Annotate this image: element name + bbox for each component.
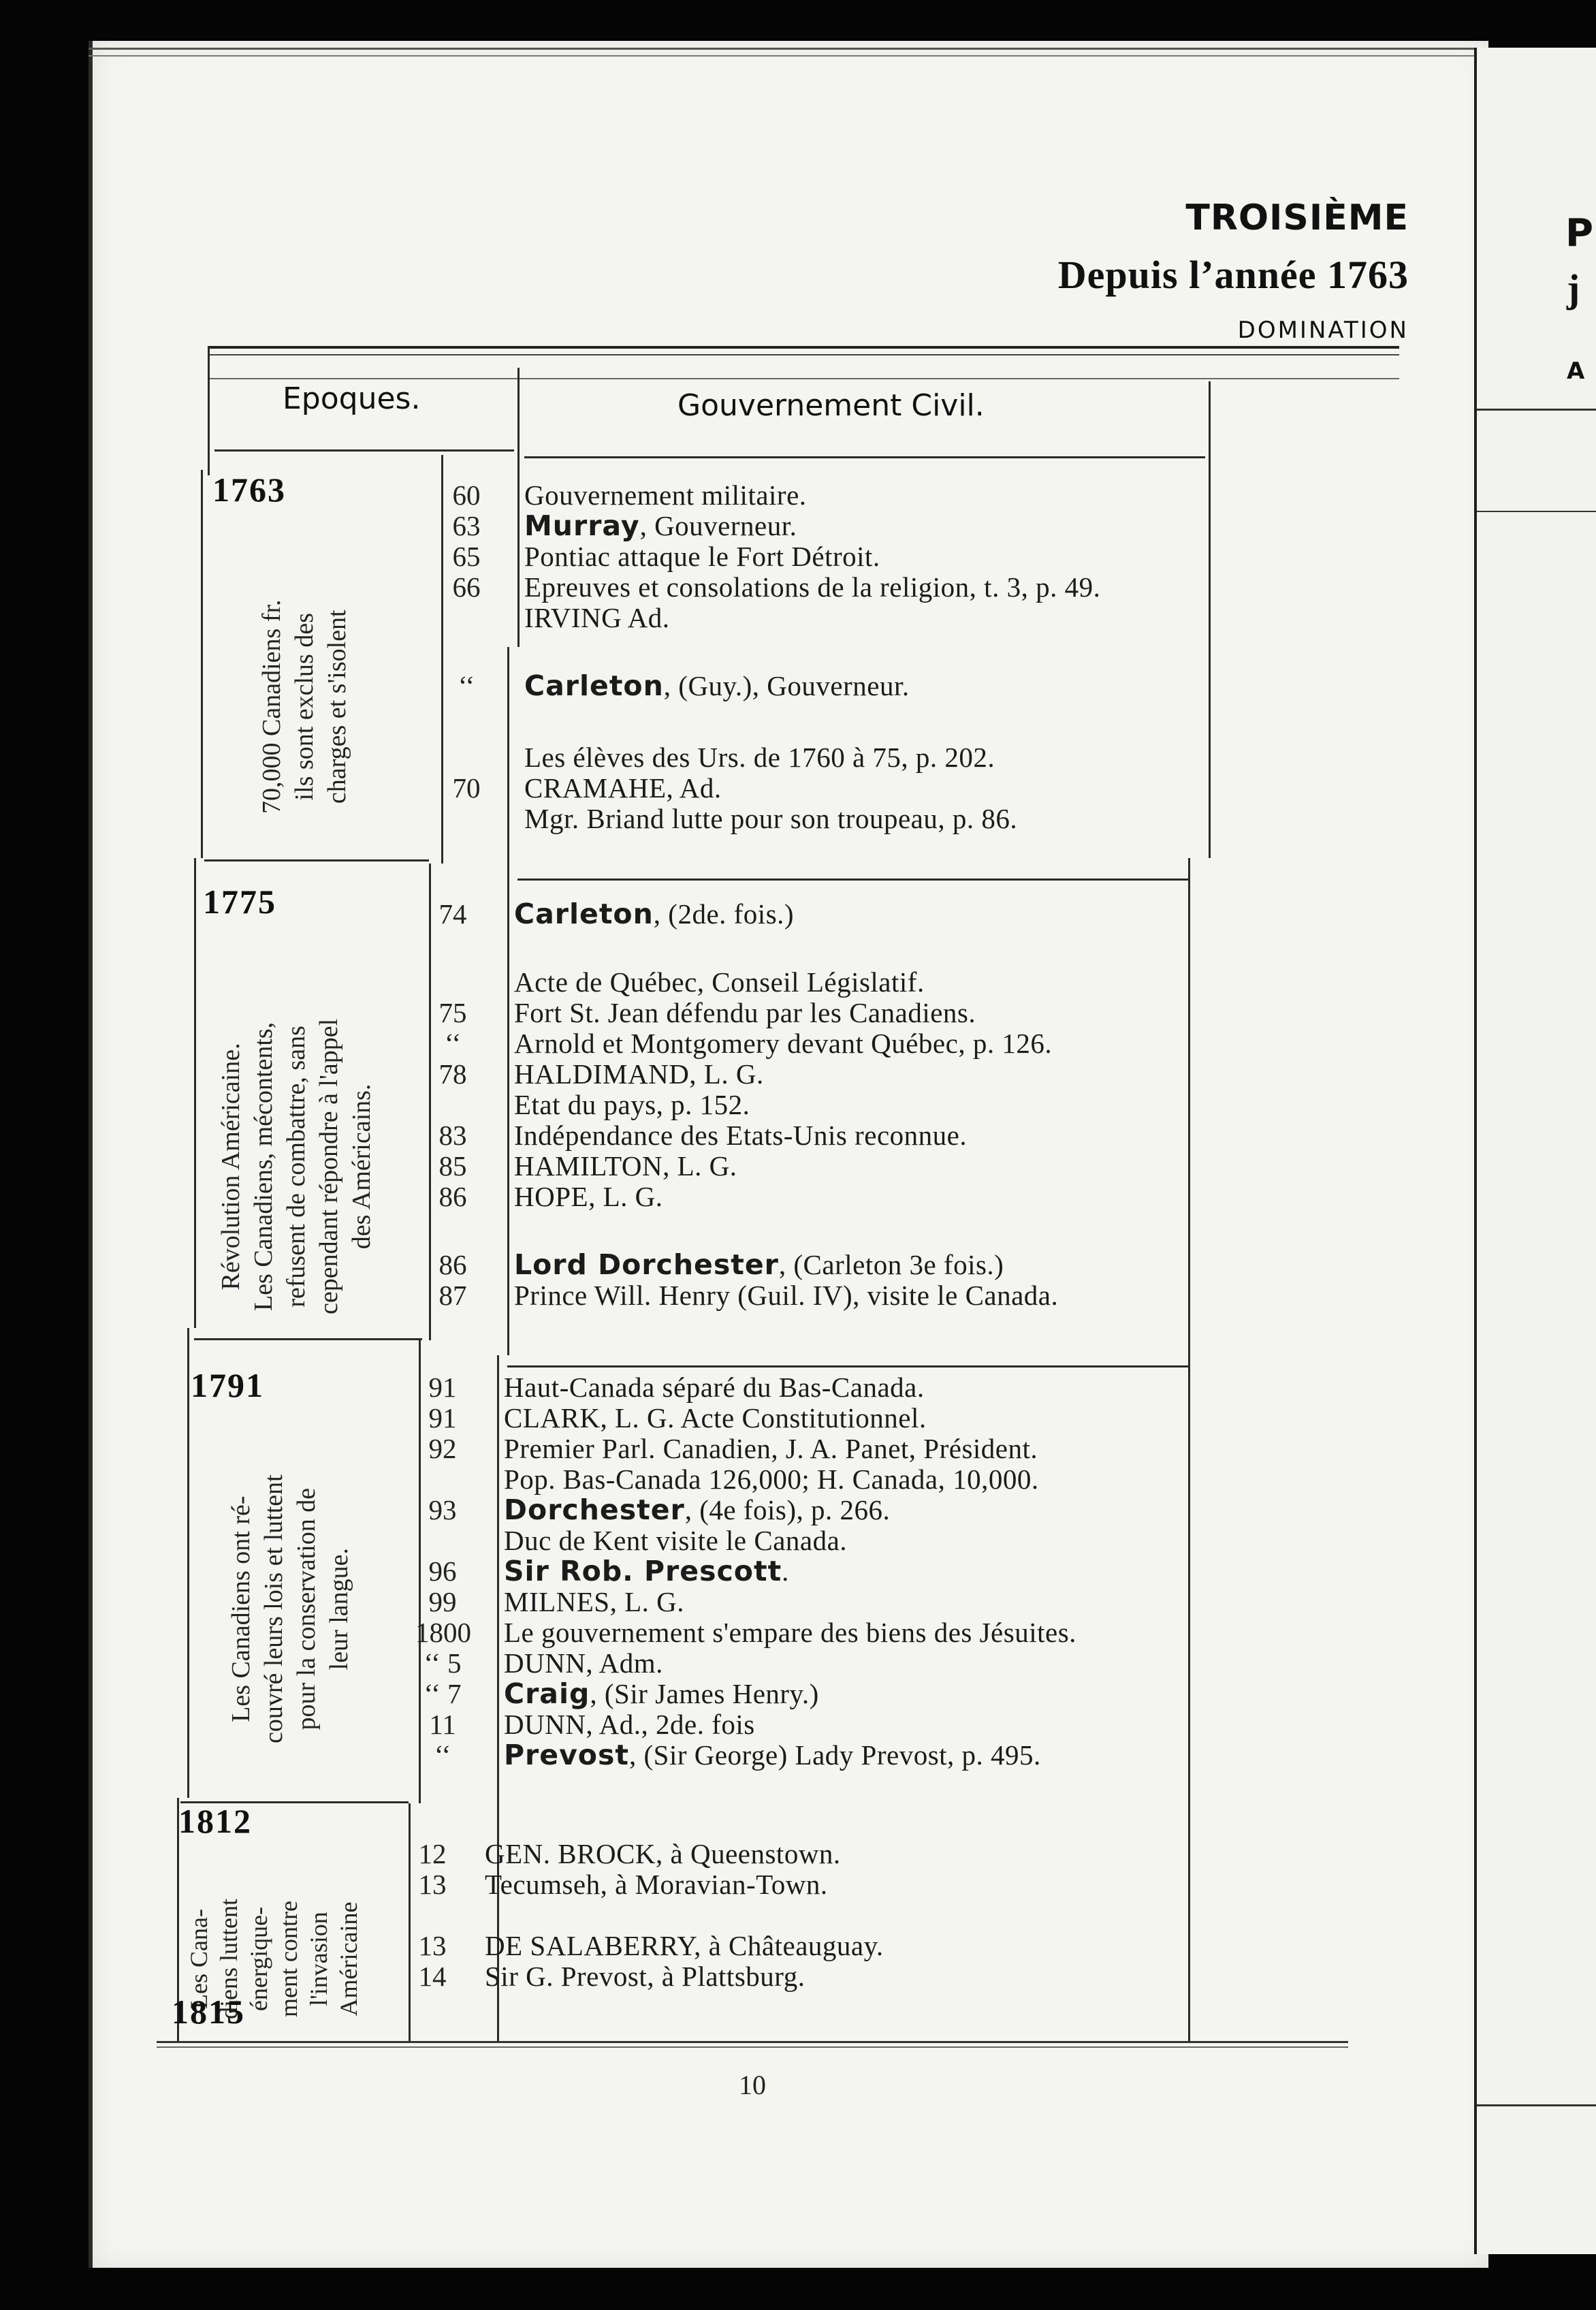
table-bottom-rule xyxy=(157,2041,1348,2043)
table-left-border xyxy=(187,1328,189,1798)
entry-text xyxy=(514,1059,764,1089)
column-header-epoques: Epoques. xyxy=(283,381,421,416)
entry-year: ‘‘ xyxy=(444,1028,462,1059)
entry-year: 65 xyxy=(452,541,481,572)
entry-year: 87 xyxy=(438,1280,467,1311)
entry-description: Epreuves et consolations de la religion, t. 3, p. 49. xyxy=(524,571,1101,603)
entry-text xyxy=(514,1090,750,1120)
entry-description: DUNN, Adm. xyxy=(504,1647,663,1679)
page-subtitle: Depuis l’année 1763 xyxy=(1057,253,1409,297)
entry-description: CLARK, L. G. Acte Constitutionnel. xyxy=(504,1402,927,1434)
entry-year: 92 xyxy=(428,1433,457,1464)
era-divider xyxy=(204,859,429,861)
entry-year: 85 xyxy=(438,1150,467,1182)
entry-description: GEN. BROCK, à Queenstown. xyxy=(485,1838,841,1869)
era-year-1763: 1763 xyxy=(212,471,286,509)
entry-year: 86 xyxy=(438,1181,467,1212)
era-divider xyxy=(194,1338,422,1340)
entry-text xyxy=(514,1028,1052,1058)
entry-description: Les élèves des Urs. de 1760 à 75, p. 202. xyxy=(524,742,995,773)
entry-year: 91 xyxy=(428,1372,457,1403)
entry-text xyxy=(504,1679,819,1709)
entry-text xyxy=(504,1495,890,1525)
entry-description: Acte de Québec, Conseil Législatif. xyxy=(514,966,925,998)
entry-description: Tecumseh, à Moravian-Town. xyxy=(485,1869,828,1900)
facing-page-letter-3: A xyxy=(1567,358,1585,385)
entry-text xyxy=(485,1869,828,1899)
entry-text xyxy=(524,804,1017,834)
entry-name-bold: Sir Rob. Prescott xyxy=(504,1555,782,1587)
entry-description: Le gouvernement s'empare des biens des Jésuites. xyxy=(504,1617,1076,1648)
entry-description: Indépendance des Etats-Unis reconnue. xyxy=(514,1120,968,1151)
entry-year: 14 xyxy=(418,1961,447,1992)
entry-text xyxy=(504,1434,1038,1463)
entry-description: Arnold et Montgomery devant Québec, p. 126. xyxy=(514,1028,1053,1059)
entry-year: ‘‘ xyxy=(458,670,475,701)
era-note-1791: Les Canadiens ont ré- couvré leurs lois et luttent pour la conservation de leur langue. xyxy=(227,1474,353,1743)
era-divider xyxy=(507,1365,1188,1367)
entry-year: 99 xyxy=(428,1586,457,1617)
entry-year: 13 xyxy=(418,1869,447,1900)
entry-description: . xyxy=(782,1555,789,1587)
entry-year: 74 xyxy=(438,898,467,930)
entry-description: , (4e fois), p. 266. xyxy=(684,1494,891,1525)
entry-year: 60 xyxy=(452,479,481,511)
entry-text xyxy=(524,603,670,633)
era-divider xyxy=(517,879,1188,881)
entry-text xyxy=(514,1182,663,1212)
entry-year: 1800 xyxy=(415,1617,471,1648)
header-bottom-rule xyxy=(524,456,1205,458)
entry-description: , (Sir James Henry.) xyxy=(590,1678,819,1709)
entry-description: Gouvernement militaire. xyxy=(524,479,807,511)
era-note-1763: 70,000 Canadiens fr. ils sont exclus des charges et s'isolent xyxy=(257,599,351,814)
entry-description: MILNES, L. G. xyxy=(504,1586,685,1617)
table-top-rule xyxy=(208,346,1399,349)
entry-description: , (2de. fois.) xyxy=(653,898,795,930)
entry-description: Sir G. Prevost, à Plattsburg. xyxy=(485,1961,805,1992)
facing-page-rule xyxy=(1477,511,1596,512)
entry-year: 70 xyxy=(452,772,481,804)
entry-text xyxy=(514,1120,967,1150)
entry-description: , Gouverneur. xyxy=(639,510,797,541)
entry-text xyxy=(524,480,807,510)
facing-page-rule xyxy=(1477,2104,1596,2106)
entry-text xyxy=(485,1961,805,1991)
entry-description: Duc de Kent visite le Canada. xyxy=(504,1525,848,1556)
entry-text xyxy=(504,1372,925,1402)
era-year-1815: 1815 xyxy=(172,1993,245,2031)
entry-description: Prince Will. Henry (Guil. IV), visite le Canada. xyxy=(514,1280,1059,1311)
entry-description: HOPE, L. G. xyxy=(514,1181,663,1212)
entry-year: 63 xyxy=(452,510,481,541)
entry-text xyxy=(504,1556,789,1586)
entry-name-bold: Prevost xyxy=(504,1739,629,1771)
entry-description: Fort St. Jean défendu par les Canadiens. xyxy=(514,997,976,1028)
entry-text xyxy=(504,1587,684,1617)
entry-text xyxy=(524,541,880,571)
facing-page-letter-1: P xyxy=(1565,211,1594,255)
entry-text xyxy=(504,1403,927,1433)
entry-text xyxy=(524,742,995,772)
entry-text xyxy=(485,1931,884,1961)
entry-text xyxy=(514,899,794,929)
entry-description: DUNN, Ad., 2de. fois xyxy=(504,1709,755,1740)
era-year-1775: 1775 xyxy=(203,883,276,921)
entry-name-bold: Murray xyxy=(524,509,640,542)
table-bottom-rule xyxy=(157,2046,1348,2048)
entry-description: HAMILTON, L. G. xyxy=(514,1150,737,1182)
entry-year: 12 xyxy=(418,1838,447,1869)
entry-year: 66 xyxy=(452,571,481,603)
entry-name-bold: Carleton xyxy=(514,898,654,930)
entry-description: Premier Parl. Canadien, J. A. Panet, Président. xyxy=(504,1433,1038,1464)
entry-description: , (Guy.), Gouverneur. xyxy=(663,670,910,701)
entry-description: Mgr. Briand lutte pour son troupeau, p. 86. xyxy=(524,803,1018,834)
facing-page-fragment xyxy=(1474,48,1596,2254)
entry-text xyxy=(514,1250,1004,1280)
entry-text xyxy=(485,1839,841,1869)
entry-text xyxy=(524,671,910,701)
page-top-edge xyxy=(89,48,1484,57)
table-right-border xyxy=(1188,858,1190,2043)
entry-year: 78 xyxy=(438,1058,467,1090)
table-left-border xyxy=(201,470,203,858)
table-top-rule xyxy=(208,378,1399,379)
era-note-1775: Révolution Américaine. Les Canadiens, mécontents, refusent de combattre, sans cependant répondre à l'appel des Américains. xyxy=(217,1018,376,1314)
entry-text xyxy=(524,511,797,541)
table-left-border xyxy=(208,346,210,475)
entry-year: ‘‘ 7 xyxy=(424,1678,462,1709)
entry-name-bold: Lord Dorchester xyxy=(514,1248,779,1281)
entry-description: HALDIMAND, L. G. xyxy=(514,1058,764,1090)
table-top-rule xyxy=(208,354,1399,355)
entry-text xyxy=(514,998,976,1028)
table-right-border xyxy=(1209,381,1211,858)
entry-text xyxy=(514,1151,737,1181)
entry-text xyxy=(504,1709,755,1739)
entry-description: Etat du pays, p. 152. xyxy=(514,1089,750,1120)
entry-year: 93 xyxy=(428,1494,457,1525)
entry-description: , (Sir George) Lady Prevost, p. 495. xyxy=(628,1739,1041,1771)
era-note-1812: Les Cana- diens luttent énergique- ment contre l'invasion Américaine xyxy=(185,1899,362,2019)
entry-description: Pontiac attaque le Fort Détroit. xyxy=(524,541,880,572)
entry-text xyxy=(524,572,1100,602)
entry-year: 83 xyxy=(438,1120,467,1151)
entry-text xyxy=(504,1740,1041,1770)
entry-text xyxy=(504,1525,847,1555)
entry-description: IRVING Ad. xyxy=(524,602,670,633)
entry-text xyxy=(514,1280,1058,1310)
facing-page-rule xyxy=(1477,409,1596,411)
entry-year: 91 xyxy=(428,1402,457,1434)
page-number: 10 xyxy=(739,2070,766,2100)
entry-description: Haut-Canada séparé du Bas-Canada. xyxy=(504,1372,925,1403)
entry-description: , (Carleton 3e fois.) xyxy=(778,1249,1004,1280)
domination-label: DOMINATION xyxy=(1237,317,1409,344)
header-bottom-rule xyxy=(214,449,514,452)
entry-name-bold: Craig xyxy=(504,1677,590,1710)
era-year-1791: 1791 xyxy=(191,1366,264,1404)
entry-description: Pop. Bas-Canada 126,000; H. Canada, 10,000. xyxy=(504,1463,1039,1495)
entry-name-bold: Carleton xyxy=(524,669,664,702)
entry-year: 96 xyxy=(428,1555,457,1587)
epoques-divider xyxy=(517,368,520,647)
table-left-border xyxy=(194,858,196,1328)
page-title: TROISIÈME xyxy=(1185,197,1409,238)
entry-text xyxy=(514,967,925,997)
entry-year: ‘‘ xyxy=(434,1739,451,1771)
entry-text xyxy=(524,773,722,803)
entry-year: 75 xyxy=(438,997,467,1028)
entry-year: 11 xyxy=(429,1709,456,1740)
entry-description: CRAMAHE, Ad. xyxy=(524,772,722,804)
facing-page-letter-2: j xyxy=(1567,266,1580,311)
epoques-divider xyxy=(507,647,509,1355)
era-year-1812: 1812 xyxy=(178,1802,252,1840)
entry-text xyxy=(504,1648,663,1678)
entry-year: 86 xyxy=(438,1249,467,1280)
entry-year: 13 xyxy=(418,1930,447,1961)
entry-text xyxy=(504,1464,1039,1494)
entry-name-bold: Dorchester xyxy=(504,1493,685,1526)
entry-text xyxy=(504,1617,1076,1647)
column-header-gouvernement: Gouvernement Civil. xyxy=(677,388,985,423)
entry-description: DE SALABERRY, à Châteauguay. xyxy=(485,1930,884,1961)
entry-year: ‘‘ 5 xyxy=(424,1647,462,1679)
